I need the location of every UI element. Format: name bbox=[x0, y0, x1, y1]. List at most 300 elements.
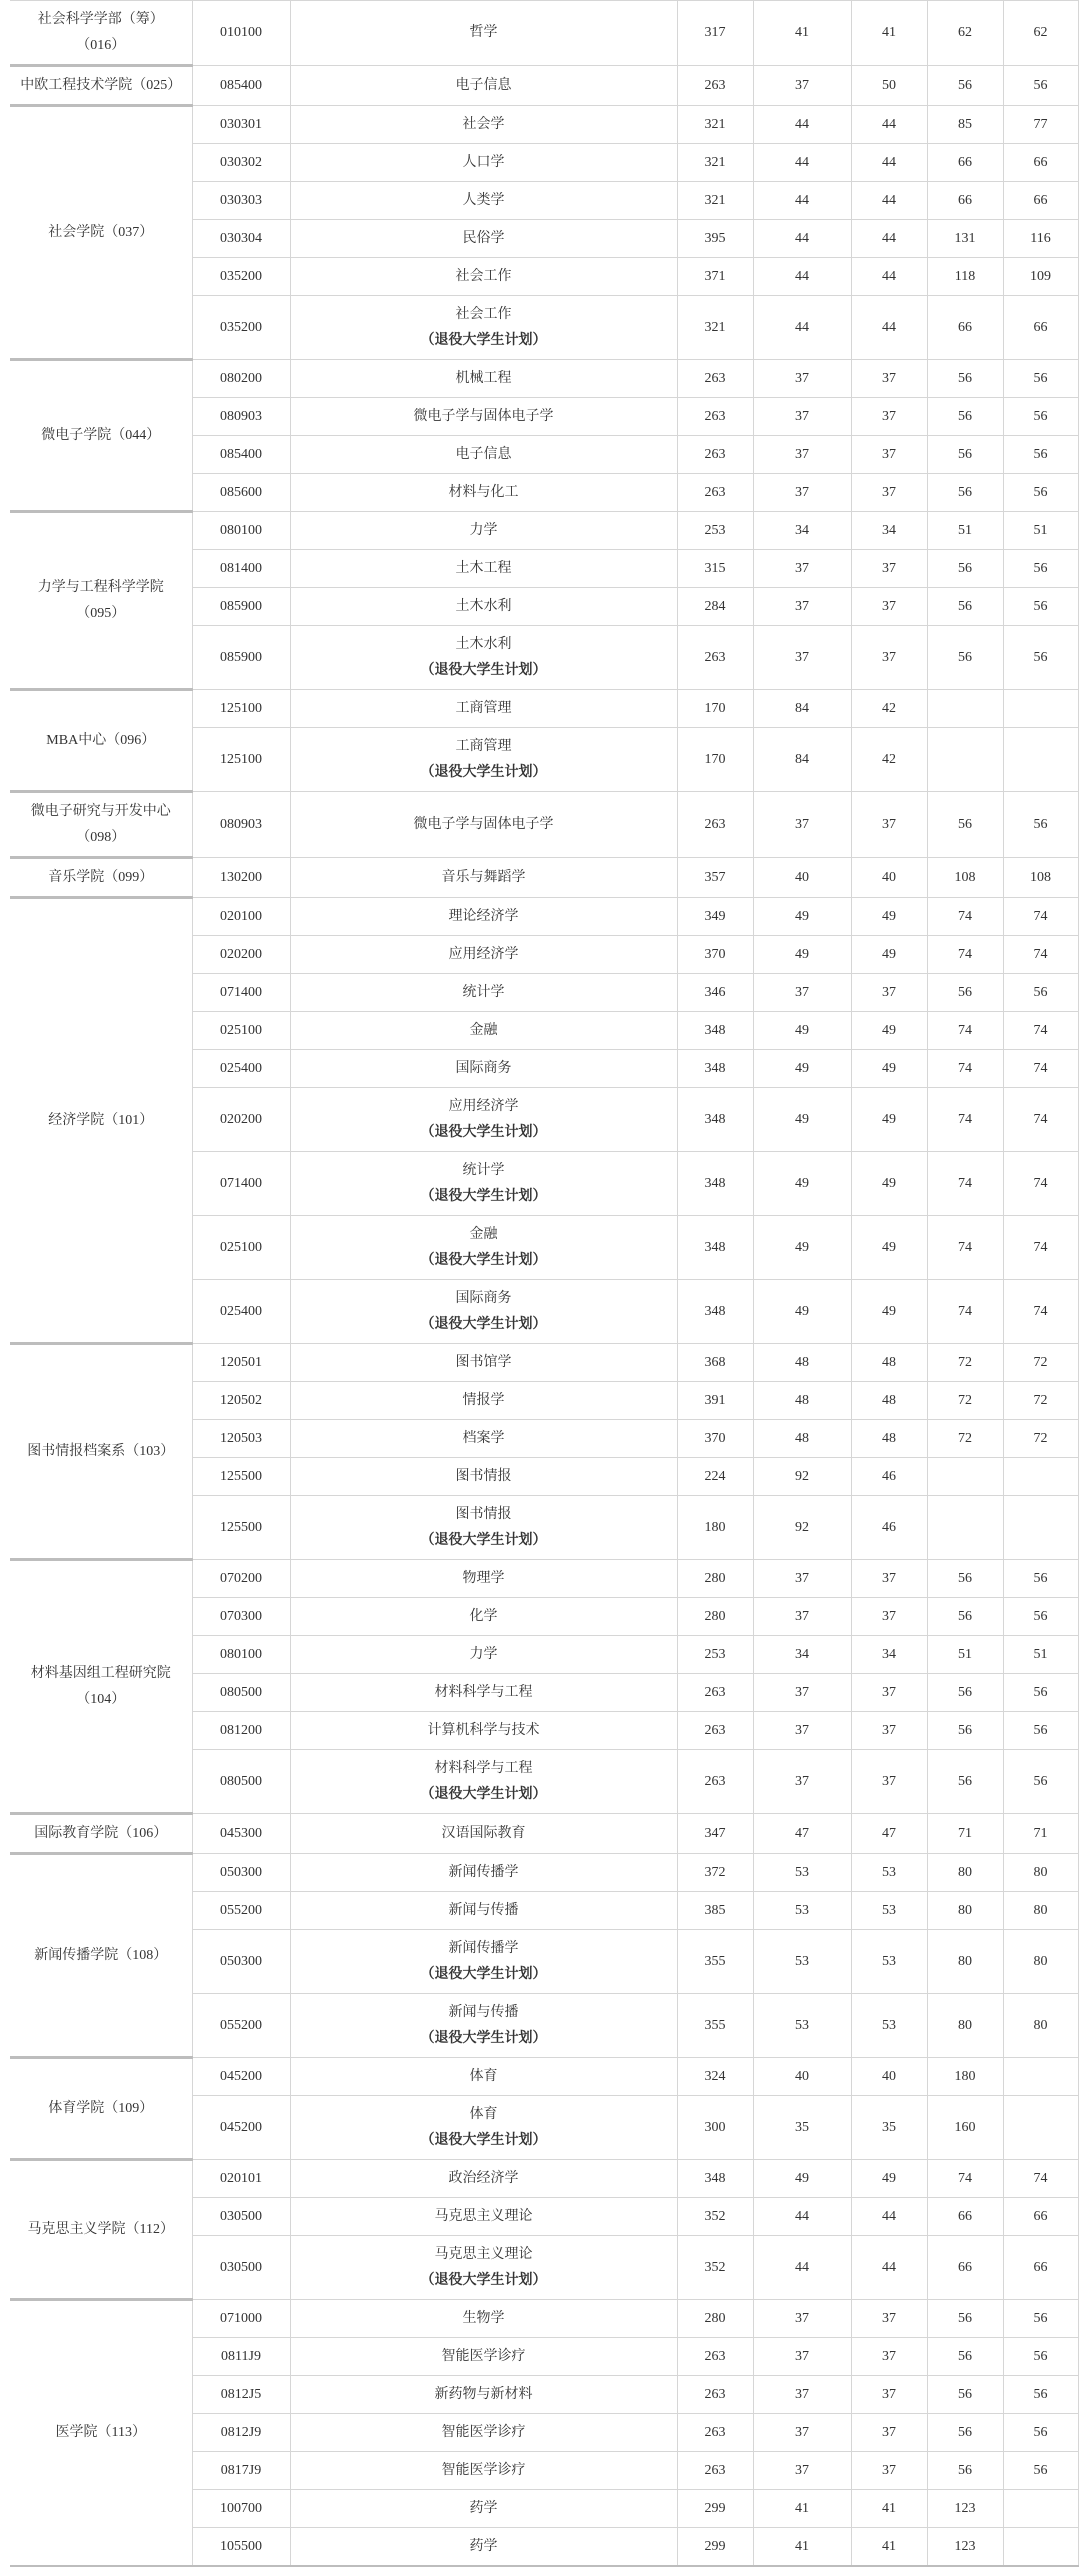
total-score: 357 bbox=[677, 858, 753, 898]
score-col-4: 56 bbox=[927, 2452, 1003, 2490]
veteran-plan-note: （退役大学生计划） bbox=[420, 1316, 547, 1332]
major-name: 统计学 bbox=[462, 984, 505, 1000]
score-col-5 bbox=[1003, 690, 1078, 728]
college-cell bbox=[10, 898, 192, 1344]
major-code: 070300 bbox=[192, 1598, 290, 1636]
score-col-2: 53 bbox=[753, 1854, 851, 1892]
score-col-2: 92 bbox=[753, 1458, 851, 1496]
score-col-2: 40 bbox=[753, 858, 851, 898]
score-col-5: 80 bbox=[1003, 1930, 1078, 1994]
score-col-3: 44 bbox=[851, 2236, 927, 2300]
total-score: 348 bbox=[677, 1050, 753, 1088]
major-name: 国际商务 bbox=[455, 1290, 512, 1306]
college-name: 医学院（113） bbox=[55, 2425, 146, 2440]
major-cell bbox=[290, 1750, 677, 1814]
score-col-5: 74 bbox=[1003, 1216, 1078, 1280]
major-code: 030303 bbox=[192, 182, 290, 220]
score-col-3: 44 bbox=[851, 296, 927, 360]
score-col-5: 108 bbox=[1003, 858, 1078, 898]
major-name: 药学 bbox=[469, 2500, 498, 2516]
major-cell bbox=[290, 66, 677, 106]
major-code: 080903 bbox=[192, 792, 290, 858]
major-code: 080200 bbox=[192, 360, 290, 398]
veteran-plan-note: （退役大学生计划） bbox=[420, 1532, 547, 1548]
table-row bbox=[10, 2058, 1078, 2096]
score-col-2: 37 bbox=[753, 1750, 851, 1814]
major-cell bbox=[290, 512, 677, 550]
score-col-5: 80 bbox=[1003, 1994, 1078, 2058]
score-col-5: 74 bbox=[1003, 1152, 1078, 1216]
score-col-2: 48 bbox=[753, 1382, 851, 1420]
score-col-2: 37 bbox=[753, 2452, 851, 2490]
score-col-2: 49 bbox=[753, 2160, 851, 2198]
score-col-4: 80 bbox=[927, 1994, 1003, 2058]
veteran-plan-note: （退役大学生计划） bbox=[420, 332, 547, 348]
score-col-4: 80 bbox=[927, 1892, 1003, 1930]
college-name: （095） bbox=[76, 605, 126, 621]
score-col-3: 49 bbox=[851, 1012, 927, 1050]
table-row bbox=[10, 792, 1078, 858]
major-code: 080100 bbox=[192, 512, 290, 550]
major-name: 生物学 bbox=[462, 2310, 505, 2326]
score-col-4: 56 bbox=[927, 626, 1003, 690]
college-name: （104） bbox=[76, 1691, 126, 1707]
score-col-5: 56 bbox=[1003, 1750, 1078, 1814]
college-name: 经济学院（101） bbox=[48, 1112, 154, 1128]
score-col-5: 56 bbox=[1003, 360, 1078, 398]
score-col-5: 56 bbox=[1003, 2376, 1078, 2414]
score-col-5: 66 bbox=[1003, 2236, 1078, 2300]
score-col-4: 56 bbox=[927, 2338, 1003, 2376]
score-col-4: 131 bbox=[927, 220, 1003, 258]
major-name: 土木工程 bbox=[455, 560, 512, 576]
score-col-5: 74 bbox=[1003, 1012, 1078, 1050]
score-col-4: 56 bbox=[927, 2300, 1003, 2338]
score-col-5: 80 bbox=[1003, 1854, 1078, 1892]
score-col-5: 56 bbox=[1003, 1712, 1078, 1750]
score-col-4: 56 bbox=[927, 2414, 1003, 2452]
major-cell bbox=[290, 296, 677, 360]
college-name: 图书情报档案系（103） bbox=[27, 1443, 175, 1459]
score-col-4: 74 bbox=[927, 936, 1003, 974]
score-col-3: 37 bbox=[851, 974, 927, 1012]
college-name: 体育学院（109） bbox=[48, 2100, 154, 2116]
major-name: 电子信息 bbox=[455, 446, 512, 462]
college-name: （016） bbox=[76, 37, 126, 53]
score-col-5: 56 bbox=[1003, 792, 1078, 858]
total-score: 372 bbox=[677, 1854, 753, 1892]
major-code: 030302 bbox=[192, 144, 290, 182]
total-score: 170 bbox=[677, 728, 753, 792]
score-col-2: 44 bbox=[753, 258, 851, 296]
major-code: 010100 bbox=[192, 1, 290, 66]
major-name: 图书情报 bbox=[455, 1506, 512, 1522]
major-code: 071000 bbox=[192, 2300, 290, 2338]
score-col-5: 116 bbox=[1003, 220, 1078, 258]
major-code: 120503 bbox=[192, 1420, 290, 1458]
score-col-2: 48 bbox=[753, 1344, 851, 1382]
score-col-2: 37 bbox=[753, 2376, 851, 2414]
score-col-5 bbox=[1003, 1496, 1078, 1560]
major-cell bbox=[290, 728, 677, 792]
total-score: 284 bbox=[677, 588, 753, 626]
score-col-5: 51 bbox=[1003, 512, 1078, 550]
major-cell bbox=[290, 1280, 677, 1344]
table-row bbox=[10, 1, 1078, 66]
table-row bbox=[10, 512, 1078, 550]
major-cell bbox=[290, 144, 677, 182]
score-col-2: 44 bbox=[753, 296, 851, 360]
score-col-3: 49 bbox=[851, 1088, 927, 1152]
score-col-2: 37 bbox=[753, 436, 851, 474]
score-col-4: 180 bbox=[927, 2058, 1003, 2096]
major-code: 030304 bbox=[192, 220, 290, 258]
score-col-3: 49 bbox=[851, 1152, 927, 1216]
major-code: 020101 bbox=[192, 2160, 290, 2198]
major-name: 微电子学与固体电子学 bbox=[413, 408, 554, 424]
score-col-4: 71 bbox=[927, 1814, 1003, 1854]
major-code: 071400 bbox=[192, 974, 290, 1012]
major-code: 085900 bbox=[192, 588, 290, 626]
major-code: 080903 bbox=[192, 398, 290, 436]
major-name: 哲学 bbox=[469, 25, 498, 40]
total-score: 253 bbox=[677, 1636, 753, 1674]
major-code: 055200 bbox=[192, 1994, 290, 2058]
major-code: 020200 bbox=[192, 936, 290, 974]
college-cell bbox=[10, 512, 192, 690]
score-col-2: 37 bbox=[753, 1674, 851, 1712]
major-cell bbox=[290, 1814, 677, 1854]
score-col-4: 62 bbox=[927, 1, 1003, 66]
score-col-4 bbox=[927, 728, 1003, 792]
score-col-2: 92 bbox=[753, 1496, 851, 1560]
college-name: 新闻传播学院（108） bbox=[34, 1947, 168, 1963]
table-row bbox=[10, 360, 1078, 398]
major-name: 情报学 bbox=[462, 1392, 505, 1408]
major-name: 化学 bbox=[469, 1608, 498, 1624]
total-score: 263 bbox=[677, 1674, 753, 1712]
score-col-5: 56 bbox=[1003, 550, 1078, 588]
score-col-3: 37 bbox=[851, 588, 927, 626]
table-row bbox=[10, 106, 1078, 144]
major-cell bbox=[290, 1420, 677, 1458]
score-table-body bbox=[10, 1, 1078, 2567]
major-name: 人类学 bbox=[462, 192, 505, 208]
major-code: 130200 bbox=[192, 858, 290, 898]
score-col-5: 66 bbox=[1003, 296, 1078, 360]
table-row bbox=[10, 2300, 1078, 2338]
score-col-4 bbox=[927, 1496, 1003, 1560]
score-col-4: 56 bbox=[927, 588, 1003, 626]
major-code: 125100 bbox=[192, 690, 290, 728]
total-score: 348 bbox=[677, 1280, 753, 1344]
score-col-3: 44 bbox=[851, 106, 927, 144]
score-col-5 bbox=[1003, 2096, 1078, 2160]
total-score: 317 bbox=[677, 1, 753, 66]
score-col-5 bbox=[1003, 2528, 1078, 2567]
total-score: 348 bbox=[677, 1012, 753, 1050]
major-name: 体育 bbox=[469, 2106, 498, 2122]
major-cell bbox=[290, 106, 677, 144]
total-score: 371 bbox=[677, 258, 753, 296]
major-code: 080100 bbox=[192, 1636, 290, 1674]
veteran-plan-note: （退役大学生计划） bbox=[420, 2272, 547, 2288]
total-score: 321 bbox=[677, 106, 753, 144]
score-col-2: 37 bbox=[753, 2338, 851, 2376]
major-cell bbox=[290, 1930, 677, 1994]
score-col-3: 48 bbox=[851, 1382, 927, 1420]
score-col-5: 74 bbox=[1003, 1280, 1078, 1344]
major-name: 马克思主义理论 bbox=[434, 2246, 533, 2262]
major-name: 人口学 bbox=[462, 154, 505, 170]
major-cell bbox=[290, 436, 677, 474]
major-name: 应用经济学 bbox=[448, 946, 519, 962]
score-col-2: 37 bbox=[753, 626, 851, 690]
score-col-3: 37 bbox=[851, 2414, 927, 2452]
score-col-2: 37 bbox=[753, 398, 851, 436]
major-name: 力学 bbox=[469, 522, 498, 538]
score-col-4: 74 bbox=[927, 1088, 1003, 1152]
score-col-3: 44 bbox=[851, 220, 927, 258]
score-col-2: 37 bbox=[753, 1560, 851, 1598]
major-name: 电子信息 bbox=[455, 77, 512, 93]
total-score: 299 bbox=[677, 2490, 753, 2528]
score-col-5: 56 bbox=[1003, 2338, 1078, 2376]
major-cell bbox=[290, 2160, 677, 2198]
score-col-5: 74 bbox=[1003, 898, 1078, 936]
major-code: 035200 bbox=[192, 296, 290, 360]
score-col-3: 37 bbox=[851, 1750, 927, 1814]
score-col-2: 41 bbox=[753, 2490, 851, 2528]
college-name: 音乐学院（099） bbox=[48, 869, 154, 885]
score-col-2: 37 bbox=[753, 550, 851, 588]
college-cell bbox=[10, 2300, 192, 2567]
score-col-3: 41 bbox=[851, 2528, 927, 2567]
college-cell bbox=[10, 1, 192, 66]
score-col-5: 56 bbox=[1003, 436, 1078, 474]
total-score: 355 bbox=[677, 1994, 753, 2058]
score-col-3: 44 bbox=[851, 258, 927, 296]
score-col-3: 42 bbox=[851, 690, 927, 728]
score-col-3: 49 bbox=[851, 1216, 927, 1280]
score-col-5: 66 bbox=[1003, 144, 1078, 182]
score-col-5: 66 bbox=[1003, 182, 1078, 220]
major-code: 105500 bbox=[192, 2528, 290, 2567]
major-code: 045200 bbox=[192, 2058, 290, 2096]
score-col-2: 49 bbox=[753, 898, 851, 936]
major-name: 社会学 bbox=[462, 116, 505, 132]
major-code: 071400 bbox=[192, 1152, 290, 1216]
major-code: 125100 bbox=[192, 728, 290, 792]
major-cell bbox=[290, 626, 677, 690]
major-cell bbox=[290, 474, 677, 512]
major-cell bbox=[290, 258, 677, 296]
score-col-4: 56 bbox=[927, 436, 1003, 474]
major-cell bbox=[290, 588, 677, 626]
score-col-5 bbox=[1003, 2058, 1078, 2096]
score-col-3: 44 bbox=[851, 144, 927, 182]
major-code: 025400 bbox=[192, 1050, 290, 1088]
college-name: 微电子学院（044） bbox=[41, 427, 161, 443]
total-score: 348 bbox=[677, 1152, 753, 1216]
major-name: 新闻传播学 bbox=[448, 1864, 519, 1880]
college-cell bbox=[10, 66, 192, 106]
major-code: 055200 bbox=[192, 1892, 290, 1930]
score-col-2: 37 bbox=[753, 2300, 851, 2338]
score-col-2: 49 bbox=[753, 936, 851, 974]
score-col-2: 49 bbox=[753, 1050, 851, 1088]
score-col-5: 77 bbox=[1003, 106, 1078, 144]
major-name: 智能医学诊疗 bbox=[441, 2348, 526, 2364]
major-cell bbox=[290, 2414, 677, 2452]
major-cell bbox=[290, 1496, 677, 1560]
major-cell bbox=[290, 1344, 677, 1382]
major-code: 085400 bbox=[192, 66, 290, 106]
major-name: 土木水利 bbox=[455, 598, 512, 614]
total-score: 263 bbox=[677, 792, 753, 858]
major-cell bbox=[290, 792, 677, 858]
score-col-3: 34 bbox=[851, 512, 927, 550]
major-name: 统计学 bbox=[462, 1162, 505, 1178]
table-row bbox=[10, 858, 1078, 898]
major-code: 120501 bbox=[192, 1344, 290, 1382]
score-col-5: 56 bbox=[1003, 2300, 1078, 2338]
major-name: 应用经济学 bbox=[448, 1098, 519, 1114]
total-score: 263 bbox=[677, 398, 753, 436]
major-cell bbox=[290, 1854, 677, 1892]
score-col-2: 37 bbox=[753, 792, 851, 858]
college-cell bbox=[10, 360, 192, 512]
college-cell bbox=[10, 106, 192, 360]
major-cell bbox=[290, 1674, 677, 1712]
total-score: 263 bbox=[677, 2414, 753, 2452]
score-col-4: 74 bbox=[927, 1012, 1003, 1050]
score-col-4: 123 bbox=[927, 2490, 1003, 2528]
total-score: 263 bbox=[677, 1712, 753, 1750]
score-col-2: 37 bbox=[753, 588, 851, 626]
score-col-4: 56 bbox=[927, 550, 1003, 588]
score-col-2: 84 bbox=[753, 690, 851, 728]
score-col-2: 53 bbox=[753, 1892, 851, 1930]
total-score: 321 bbox=[677, 296, 753, 360]
college-name: 力学与工程科学学院 bbox=[37, 579, 164, 595]
score-col-5: 56 bbox=[1003, 1598, 1078, 1636]
total-score: 370 bbox=[677, 1420, 753, 1458]
score-col-3: 40 bbox=[851, 2058, 927, 2096]
score-col-2: 37 bbox=[753, 360, 851, 398]
score-col-2: 37 bbox=[753, 66, 851, 106]
score-col-4: 56 bbox=[927, 360, 1003, 398]
major-cell bbox=[290, 1, 677, 66]
major-cell bbox=[290, 2096, 677, 2160]
major-code: 0817J9 bbox=[192, 2452, 290, 2490]
score-col-5: 56 bbox=[1003, 626, 1078, 690]
college-cell bbox=[10, 1814, 192, 1854]
score-col-4: 56 bbox=[927, 66, 1003, 106]
college-name: 社会学院（037） bbox=[48, 224, 154, 240]
score-col-3: 37 bbox=[851, 792, 927, 858]
score-col-5: 74 bbox=[1003, 1050, 1078, 1088]
major-code: 020200 bbox=[192, 1088, 290, 1152]
score-col-3: 46 bbox=[851, 1458, 927, 1496]
total-score: 348 bbox=[677, 2160, 753, 2198]
score-col-2: 37 bbox=[753, 1598, 851, 1636]
major-code: 081200 bbox=[192, 1712, 290, 1750]
major-code: 085900 bbox=[192, 626, 290, 690]
major-cell bbox=[290, 1994, 677, 2058]
major-name: 马克思主义理论 bbox=[434, 2208, 533, 2224]
score-col-4: 51 bbox=[927, 1636, 1003, 1674]
score-col-5 bbox=[1003, 1458, 1078, 1496]
veteran-plan-note: （退役大学生计划） bbox=[420, 1124, 547, 1140]
college-cell bbox=[10, 2058, 192, 2160]
college-cell bbox=[10, 690, 192, 792]
total-score: 300 bbox=[677, 2096, 753, 2160]
major-name: 土木水利 bbox=[455, 636, 512, 652]
total-score: 352 bbox=[677, 2236, 753, 2300]
score-col-4: 123 bbox=[927, 2528, 1003, 2567]
major-cell bbox=[290, 1458, 677, 1496]
score-col-4 bbox=[927, 690, 1003, 728]
major-code: 030500 bbox=[192, 2198, 290, 2236]
major-cell bbox=[290, 2376, 677, 2414]
score-col-5: 56 bbox=[1003, 1560, 1078, 1598]
major-name: 民俗学 bbox=[462, 230, 505, 246]
veteran-plan-note: （退役大学生计划） bbox=[420, 1252, 547, 1268]
score-col-2: 49 bbox=[753, 1088, 851, 1152]
major-cell bbox=[290, 2198, 677, 2236]
major-cell bbox=[290, 974, 677, 1012]
table-row bbox=[10, 1344, 1078, 1382]
total-score: 170 bbox=[677, 690, 753, 728]
score-col-3: 37 bbox=[851, 436, 927, 474]
score-col-5: 74 bbox=[1003, 936, 1078, 974]
major-name: 音乐与舞蹈学 bbox=[441, 869, 526, 885]
major-name: 社会工作 bbox=[455, 306, 512, 322]
score-col-5: 56 bbox=[1003, 66, 1078, 106]
major-name: 金融 bbox=[469, 1022, 498, 1038]
score-col-2: 37 bbox=[753, 1712, 851, 1750]
total-score: 348 bbox=[677, 1088, 753, 1152]
college-name: MBA中心（096） bbox=[46, 732, 156, 748]
score-col-3: 53 bbox=[851, 1930, 927, 1994]
score-col-3: 37 bbox=[851, 1560, 927, 1598]
veteran-plan-note: （退役大学生计划） bbox=[420, 2030, 547, 2046]
score-col-5: 80 bbox=[1003, 1892, 1078, 1930]
major-name: 档案学 bbox=[462, 1430, 505, 1446]
score-col-2: 35 bbox=[753, 2096, 851, 2160]
score-col-4: 108 bbox=[927, 858, 1003, 898]
score-col-3: 40 bbox=[851, 858, 927, 898]
score-col-3: 37 bbox=[851, 474, 927, 512]
score-col-4: 72 bbox=[927, 1344, 1003, 1382]
score-col-4: 80 bbox=[927, 1930, 1003, 1994]
major-code: 045300 bbox=[192, 1814, 290, 1854]
college-name: 社会科学学部（筹） bbox=[37, 11, 164, 27]
score-col-3: 37 bbox=[851, 2338, 927, 2376]
table-row bbox=[10, 1854, 1078, 1892]
total-score: 263 bbox=[677, 66, 753, 106]
major-name: 金融 bbox=[469, 1226, 498, 1242]
major-name: 微电子学与固体电子学 bbox=[413, 816, 554, 832]
score-col-3: 37 bbox=[851, 550, 927, 588]
score-col-2: 47 bbox=[753, 1814, 851, 1854]
major-name: 材料科学与工程 bbox=[434, 1684, 533, 1700]
score-col-3: 41 bbox=[851, 1, 927, 66]
major-code: 080500 bbox=[192, 1674, 290, 1712]
total-score: 180 bbox=[677, 1496, 753, 1560]
major-code: 020100 bbox=[192, 898, 290, 936]
